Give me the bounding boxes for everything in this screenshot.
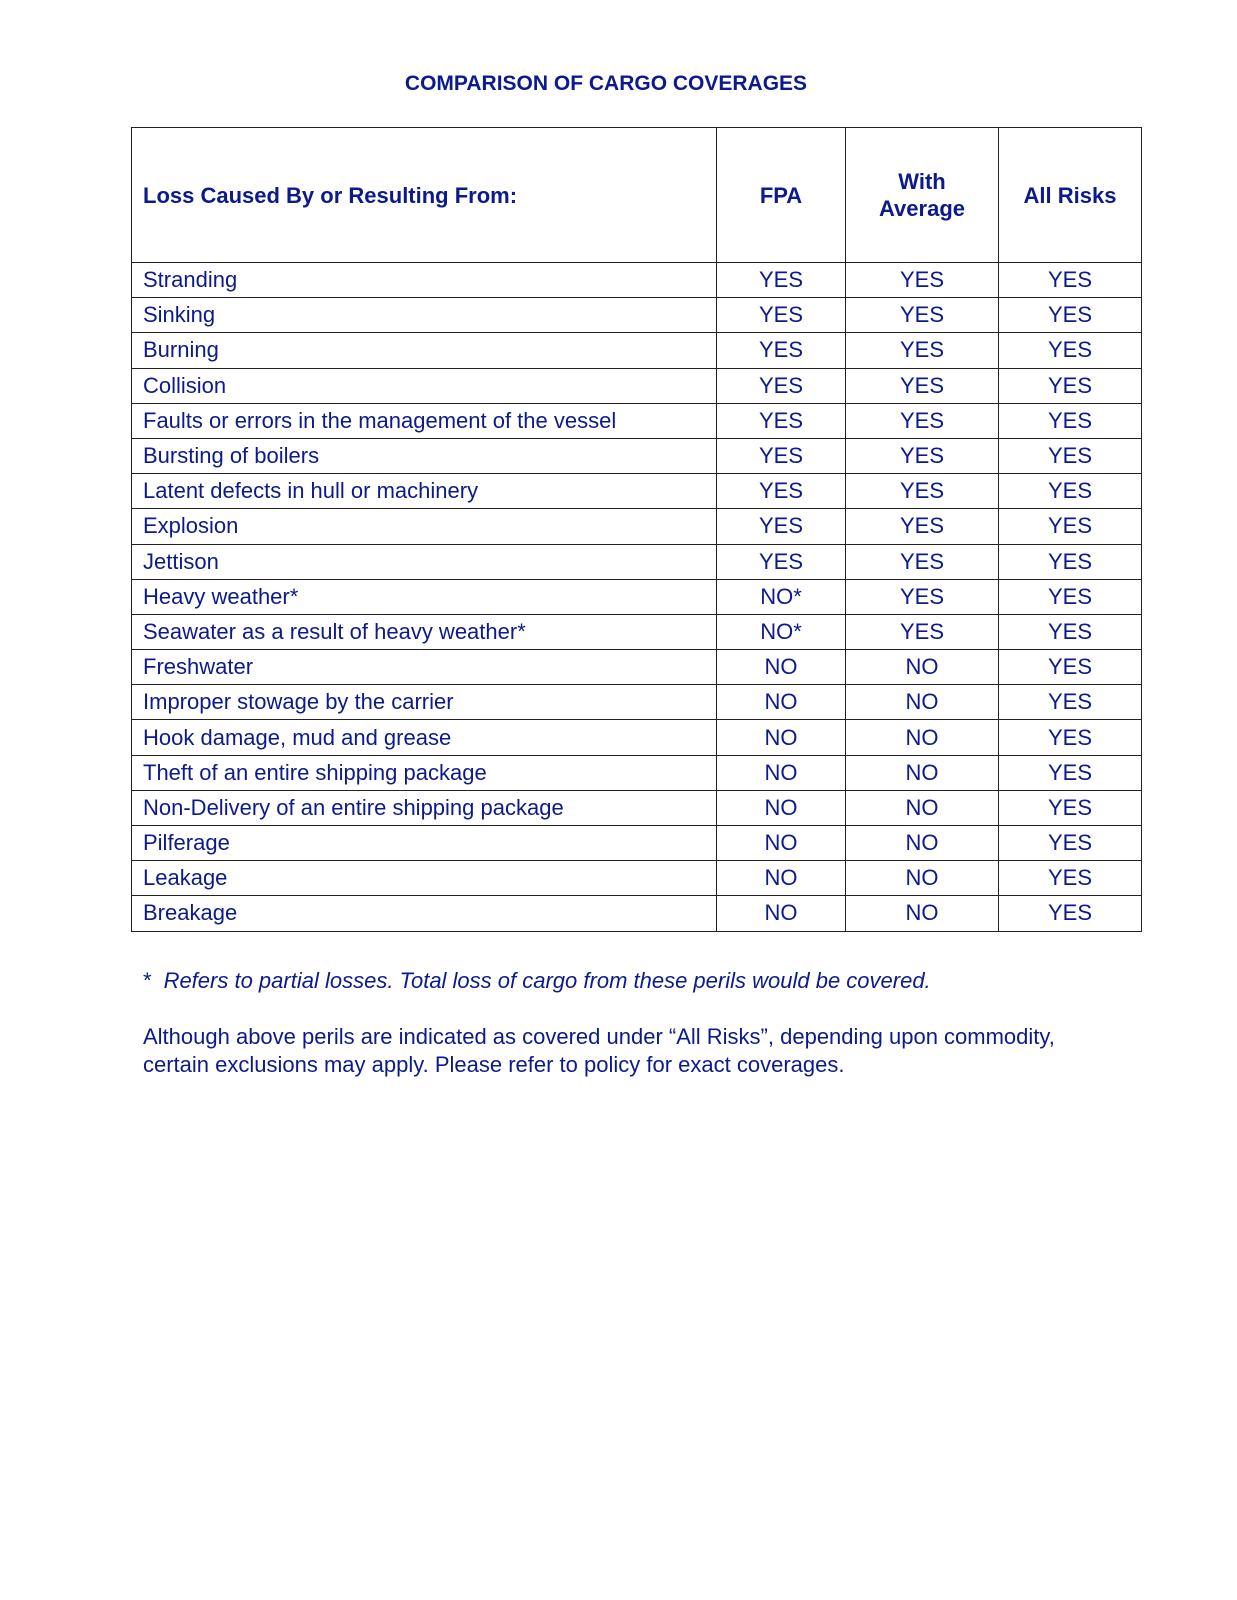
all-risks-cell: YES — [999, 685, 1142, 720]
all-risks-cell: YES — [999, 755, 1142, 790]
disclaimer: Although above perils are indicated as covered under “All Risks”, depending upon commodity, certain exclusions may apply. Please refer to policy for exact coverages. — [143, 1024, 1055, 1077]
with-average-cell: YES — [846, 368, 999, 403]
loss-cause-cell: Stranding — [132, 263, 717, 298]
table-row — [132, 333, 1142, 368]
all-risks-cell: YES — [999, 720, 1142, 755]
fpa-cell: NO* — [717, 614, 846, 649]
header-loss-cause: Loss Caused By or Resulting From: — [132, 128, 717, 263]
table-row — [132, 403, 1142, 438]
loss-cause-cell: Breakage — [132, 896, 717, 931]
table-row — [132, 368, 1142, 403]
all-risks-cell: YES — [999, 333, 1142, 368]
loss-cause-cell: Jettison — [132, 544, 717, 579]
with-average-cell: NO — [846, 720, 999, 755]
all-risks-cell: YES — [999, 403, 1142, 438]
fpa-cell: NO — [717, 720, 846, 755]
with-average-cell: NO — [846, 861, 999, 896]
with-average-cell: YES — [846, 263, 999, 298]
fpa-cell: YES — [717, 544, 846, 579]
header-with-average — [846, 128, 999, 263]
table-row — [132, 614, 1142, 649]
with-average-cell: NO — [846, 755, 999, 790]
all-risks-cell: YES — [999, 861, 1142, 896]
fpa-cell: YES — [717, 509, 846, 544]
all-risks-cell: YES — [999, 896, 1142, 931]
loss-cause-cell: Collision — [132, 368, 717, 403]
with-average-cell: YES — [846, 509, 999, 544]
fpa-cell: NO — [717, 685, 846, 720]
table-row — [132, 474, 1142, 509]
all-risks-cell: YES — [999, 544, 1142, 579]
with-average-cell: NO — [846, 896, 999, 931]
loss-cause-cell: Bursting of boilers — [132, 438, 717, 473]
table-row — [132, 685, 1142, 720]
loss-cause-cell: Sinking — [132, 298, 717, 333]
fpa-cell: NO — [717, 896, 846, 931]
fpa-cell: NO — [717, 650, 846, 685]
table-row — [132, 861, 1142, 896]
loss-cause-cell: Hook damage, mud and grease — [132, 720, 717, 755]
with-average-cell: YES — [846, 403, 999, 438]
table-row — [132, 650, 1142, 685]
loss-cause-cell: Improper stowage by the carrier — [132, 685, 717, 720]
loss-cause-cell: Freshwater — [132, 650, 717, 685]
all-risks-cell: YES — [999, 509, 1142, 544]
table-row — [132, 720, 1142, 755]
with-average-cell: YES — [846, 333, 999, 368]
fpa-cell: YES — [717, 403, 846, 438]
all-risks-cell: YES — [999, 579, 1142, 614]
loss-cause-cell: Non-Delivery of an entire shipping package — [132, 790, 717, 825]
loss-cause-cell: Pilferage — [132, 826, 717, 861]
table-header-row — [132, 128, 1142, 263]
with-average-cell: NO — [846, 826, 999, 861]
loss-cause-cell: Faults or errors in the management of the vessel — [132, 403, 717, 438]
loss-cause-cell: Burning — [132, 333, 717, 368]
all-risks-cell: YES — [999, 614, 1142, 649]
with-average-cell: YES — [846, 614, 999, 649]
table-row — [132, 755, 1142, 790]
fpa-cell: YES — [717, 474, 846, 509]
table-row — [132, 579, 1142, 614]
loss-cause-cell: Seawater as a result of heavy weather* — [132, 614, 717, 649]
fpa-cell: YES — [717, 298, 846, 333]
all-risks-cell: YES — [999, 474, 1142, 509]
with-average-cell: YES — [846, 438, 999, 473]
table-body — [132, 263, 1142, 932]
table-row — [132, 509, 1142, 544]
table-row — [132, 263, 1142, 298]
header-with-average-label: With Average — [878, 169, 965, 221]
with-average-cell: YES — [846, 298, 999, 333]
header-all-risks: All Risks — [999, 128, 1142, 263]
footnote-text: Refers to partial losses. Total loss of cargo from these perils would be covered. — [163, 968, 931, 993]
all-risks-cell: YES — [999, 790, 1142, 825]
all-risks-cell: YES — [999, 826, 1142, 861]
fpa-cell: YES — [717, 263, 846, 298]
fpa-cell: YES — [717, 438, 846, 473]
table-row — [132, 438, 1142, 473]
loss-cause-cell: Theft of an entire shipping package — [132, 755, 717, 790]
table-row — [132, 826, 1142, 861]
all-risks-cell: YES — [999, 438, 1142, 473]
table-row — [132, 896, 1142, 931]
loss-cause-cell: Latent defects in hull or machinery — [132, 474, 717, 509]
with-average-cell: NO — [846, 650, 999, 685]
fpa-cell: NO — [717, 790, 846, 825]
loss-cause-cell: Leakage — [132, 861, 717, 896]
table-row — [132, 298, 1142, 333]
footnote-marker: * — [143, 968, 152, 993]
fpa-cell: YES — [717, 333, 846, 368]
table-row — [132, 544, 1142, 579]
fpa-cell: YES — [717, 368, 846, 403]
with-average-cell: YES — [846, 474, 999, 509]
fpa-cell: NO — [717, 755, 846, 790]
fpa-cell: NO — [717, 826, 846, 861]
coverage-table — [131, 127, 1142, 932]
with-average-cell: YES — [846, 544, 999, 579]
fpa-cell: NO — [717, 861, 846, 896]
fpa-cell: NO* — [717, 579, 846, 614]
loss-cause-cell: Explosion — [132, 509, 717, 544]
header-fpa: FPA — [717, 128, 846, 263]
footnote — [143, 968, 931, 994]
with-average-cell: NO — [846, 685, 999, 720]
with-average-cell: NO — [846, 790, 999, 825]
document-title: COMPARISON OF CARGO COVERAGES — [404, 72, 808, 95]
table-row — [132, 790, 1142, 825]
all-risks-cell: YES — [999, 263, 1142, 298]
all-risks-cell: YES — [999, 650, 1142, 685]
all-risks-cell: YES — [999, 368, 1142, 403]
with-average-cell: YES — [846, 579, 999, 614]
loss-cause-cell: Heavy weather* — [132, 579, 717, 614]
all-risks-cell: YES — [999, 298, 1142, 333]
